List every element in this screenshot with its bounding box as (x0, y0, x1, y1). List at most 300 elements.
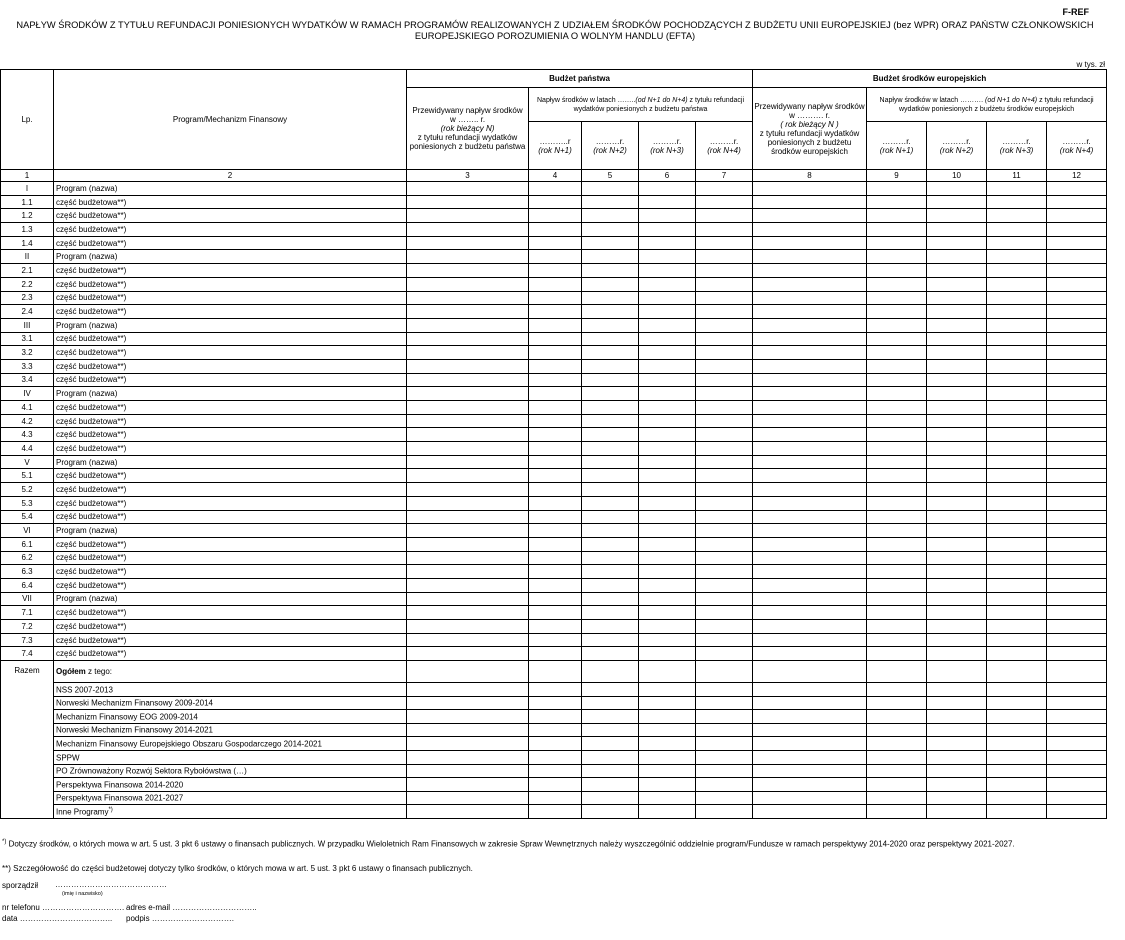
value-cell[interactable] (529, 805, 582, 819)
value-cell[interactable] (927, 633, 987, 647)
value-cell[interactable] (639, 359, 696, 373)
value-cell[interactable] (639, 236, 696, 250)
value-cell[interactable] (1047, 223, 1107, 237)
value-cell[interactable] (867, 620, 927, 634)
value-cell[interactable] (927, 565, 987, 579)
value-cell[interactable] (1047, 469, 1107, 483)
value-cell[interactable] (867, 359, 927, 373)
value-cell[interactable] (753, 737, 867, 751)
value-cell[interactable] (753, 209, 867, 223)
value-cell[interactable] (867, 606, 927, 620)
value-cell[interactable] (927, 496, 987, 510)
value-cell[interactable] (867, 442, 927, 456)
value-cell[interactable] (927, 359, 987, 373)
value-cell[interactable] (753, 332, 867, 346)
value-cell[interactable] (696, 778, 753, 792)
value-cell[interactable] (696, 565, 753, 579)
value-cell[interactable] (867, 182, 927, 196)
value-cell[interactable] (407, 778, 529, 792)
value-cell[interactable] (927, 723, 987, 737)
value-cell[interactable] (407, 683, 529, 697)
value-cell[interactable] (407, 428, 529, 442)
value-cell[interactable] (696, 578, 753, 592)
value-cell[interactable] (529, 305, 582, 319)
value-cell[interactable] (867, 387, 927, 401)
value-cell[interactable] (696, 496, 753, 510)
value-cell[interactable] (696, 647, 753, 661)
value-cell[interactable] (407, 791, 529, 805)
value-cell[interactable] (867, 250, 927, 264)
value-cell[interactable] (753, 414, 867, 428)
value-cell[interactable] (1047, 428, 1107, 442)
value-cell[interactable] (529, 223, 582, 237)
value-cell[interactable] (639, 401, 696, 415)
value-cell[interactable] (753, 606, 867, 620)
value-cell[interactable] (867, 291, 927, 305)
value-cell[interactable] (1047, 318, 1107, 332)
value-cell[interactable] (1047, 683, 1107, 697)
value-cell[interactable] (987, 805, 1047, 819)
value-cell[interactable] (639, 764, 696, 778)
value-cell[interactable] (529, 318, 582, 332)
value-cell[interactable] (639, 510, 696, 524)
value-cell[interactable] (529, 578, 582, 592)
value-cell[interactable] (582, 764, 639, 778)
value-cell[interactable] (407, 737, 529, 751)
value-cell[interactable] (927, 291, 987, 305)
value-cell[interactable] (582, 483, 639, 497)
value-cell[interactable] (639, 305, 696, 319)
value-cell[interactable] (927, 524, 987, 538)
value-cell[interactable] (529, 182, 582, 196)
value-cell[interactable] (696, 696, 753, 710)
value-cell[interactable] (407, 551, 529, 565)
value-cell[interactable] (696, 442, 753, 456)
value-cell[interactable] (696, 710, 753, 724)
value-cell[interactable] (407, 764, 529, 778)
value-cell[interactable] (867, 414, 927, 428)
value-cell[interactable] (927, 332, 987, 346)
value-cell[interactable] (582, 778, 639, 792)
value-cell[interactable] (639, 414, 696, 428)
value-cell[interactable] (529, 791, 582, 805)
value-cell[interactable] (927, 620, 987, 634)
value-cell[interactable] (696, 401, 753, 415)
value-cell[interactable] (696, 373, 753, 387)
value-cell[interactable] (927, 318, 987, 332)
value-cell[interactable] (696, 483, 753, 497)
value-cell[interactable] (1047, 195, 1107, 209)
value-cell[interactable] (582, 182, 639, 196)
value-cell[interactable] (987, 236, 1047, 250)
value-cell[interactable] (927, 236, 987, 250)
value-cell[interactable] (927, 469, 987, 483)
value-cell[interactable] (753, 633, 867, 647)
value-cell[interactable] (867, 710, 927, 724)
value-cell[interactable] (987, 264, 1047, 278)
value-cell[interactable] (867, 305, 927, 319)
value-cell[interactable] (927, 305, 987, 319)
value-cell[interactable] (582, 442, 639, 456)
value-cell[interactable] (696, 537, 753, 551)
value-cell[interactable] (696, 182, 753, 196)
value-cell[interactable] (696, 223, 753, 237)
value-cell[interactable] (927, 764, 987, 778)
value-cell[interactable] (927, 661, 987, 683)
value-cell[interactable] (987, 346, 1047, 360)
value-cell[interactable] (867, 537, 927, 551)
value-cell[interactable] (753, 592, 867, 606)
value-cell[interactable] (696, 633, 753, 647)
value-cell[interactable] (529, 346, 582, 360)
value-cell[interactable] (639, 524, 696, 538)
value-cell[interactable] (1047, 236, 1107, 250)
value-cell[interactable] (696, 791, 753, 805)
value-cell[interactable] (987, 537, 1047, 551)
value-cell[interactable] (753, 647, 867, 661)
value-cell[interactable] (582, 195, 639, 209)
value-cell[interactable] (639, 387, 696, 401)
value-cell[interactable] (407, 751, 529, 765)
value-cell[interactable] (1047, 606, 1107, 620)
value-cell[interactable] (407, 209, 529, 223)
value-cell[interactable] (639, 791, 696, 805)
value-cell[interactable] (867, 277, 927, 291)
value-cell[interactable] (753, 264, 867, 278)
value-cell[interactable] (696, 195, 753, 209)
value-cell[interactable] (529, 291, 582, 305)
value-cell[interactable] (927, 414, 987, 428)
value-cell[interactable] (696, 291, 753, 305)
value-cell[interactable] (529, 387, 582, 401)
value-cell[interactable] (927, 277, 987, 291)
value-cell[interactable] (582, 737, 639, 751)
value-cell[interactable] (639, 195, 696, 209)
value-cell[interactable] (639, 428, 696, 442)
value-cell[interactable] (696, 428, 753, 442)
value-cell[interactable] (639, 455, 696, 469)
value-cell[interactable] (529, 455, 582, 469)
value-cell[interactable] (867, 346, 927, 360)
value-cell[interactable] (582, 791, 639, 805)
value-cell[interactable] (407, 346, 529, 360)
value-cell[interactable] (639, 373, 696, 387)
value-cell[interactable] (927, 428, 987, 442)
value-cell[interactable] (867, 223, 927, 237)
value-cell[interactable] (529, 710, 582, 724)
value-cell[interactable] (529, 250, 582, 264)
value-cell[interactable] (987, 428, 1047, 442)
value-cell[interactable] (582, 277, 639, 291)
value-cell[interactable] (987, 250, 1047, 264)
value-cell[interactable] (753, 277, 867, 291)
value-cell[interactable] (582, 565, 639, 579)
value-cell[interactable] (867, 510, 927, 524)
value-cell[interactable] (582, 551, 639, 565)
value-cell[interactable] (753, 723, 867, 737)
value-cell[interactable] (639, 223, 696, 237)
value-cell[interactable] (639, 578, 696, 592)
value-cell[interactable] (927, 483, 987, 497)
value-cell[interactable] (407, 710, 529, 724)
value-cell[interactable] (1047, 778, 1107, 792)
value-cell[interactable] (927, 442, 987, 456)
value-cell[interactable] (927, 606, 987, 620)
value-cell[interactable] (1047, 551, 1107, 565)
value-cell[interactable] (407, 250, 529, 264)
value-cell[interactable] (407, 277, 529, 291)
value-cell[interactable] (529, 592, 582, 606)
value-cell[interactable] (753, 696, 867, 710)
value-cell[interactable] (582, 661, 639, 683)
value-cell[interactable] (582, 620, 639, 634)
value-cell[interactable] (987, 551, 1047, 565)
value-cell[interactable] (987, 373, 1047, 387)
value-cell[interactable] (696, 606, 753, 620)
value-cell[interactable] (867, 751, 927, 765)
value-cell[interactable] (867, 778, 927, 792)
value-cell[interactable] (1047, 592, 1107, 606)
value-cell[interactable] (753, 683, 867, 697)
value-cell[interactable] (753, 805, 867, 819)
value-cell[interactable] (529, 277, 582, 291)
value-cell[interactable] (639, 683, 696, 697)
value-cell[interactable] (753, 401, 867, 415)
value-cell[interactable] (529, 236, 582, 250)
value-cell[interactable] (753, 565, 867, 579)
value-cell[interactable] (987, 633, 1047, 647)
value-cell[interactable] (987, 182, 1047, 196)
value-cell[interactable] (927, 182, 987, 196)
value-cell[interactable] (407, 223, 529, 237)
value-cell[interactable] (639, 606, 696, 620)
value-cell[interactable] (987, 683, 1047, 697)
value-cell[interactable] (753, 387, 867, 401)
value-cell[interactable] (407, 469, 529, 483)
value-cell[interactable] (407, 332, 529, 346)
value-cell[interactable] (753, 250, 867, 264)
value-cell[interactable] (927, 537, 987, 551)
value-cell[interactable] (987, 606, 1047, 620)
value-cell[interactable] (407, 373, 529, 387)
value-cell[interactable] (753, 764, 867, 778)
value-cell[interactable] (927, 401, 987, 415)
value-cell[interactable] (867, 565, 927, 579)
value-cell[interactable] (753, 305, 867, 319)
value-cell[interactable] (987, 661, 1047, 683)
value-cell[interactable] (927, 791, 987, 805)
value-cell[interactable] (407, 537, 529, 551)
value-cell[interactable] (582, 510, 639, 524)
value-cell[interactable] (639, 647, 696, 661)
value-cell[interactable] (1047, 291, 1107, 305)
value-cell[interactable] (639, 661, 696, 683)
value-cell[interactable] (1047, 346, 1107, 360)
value-cell[interactable] (529, 469, 582, 483)
value-cell[interactable] (529, 359, 582, 373)
value-cell[interactable] (867, 647, 927, 661)
value-cell[interactable] (582, 236, 639, 250)
value-cell[interactable] (753, 346, 867, 360)
value-cell[interactable] (927, 751, 987, 765)
value-cell[interactable] (407, 359, 529, 373)
value-cell[interactable] (529, 332, 582, 346)
value-cell[interactable] (753, 195, 867, 209)
value-cell[interactable] (696, 387, 753, 401)
value-cell[interactable] (867, 496, 927, 510)
value-cell[interactable] (867, 455, 927, 469)
value-cell[interactable] (753, 524, 867, 538)
value-cell[interactable] (639, 182, 696, 196)
value-cell[interactable] (639, 250, 696, 264)
value-cell[interactable] (582, 496, 639, 510)
value-cell[interactable] (753, 428, 867, 442)
value-cell[interactable] (1047, 661, 1107, 683)
value-cell[interactable] (529, 428, 582, 442)
value-cell[interactable] (407, 414, 529, 428)
value-cell[interactable] (696, 236, 753, 250)
value-cell[interactable] (582, 318, 639, 332)
value-cell[interactable] (529, 264, 582, 278)
value-cell[interactable] (529, 510, 582, 524)
value-cell[interactable] (582, 387, 639, 401)
value-cell[interactable] (753, 510, 867, 524)
value-cell[interactable] (582, 305, 639, 319)
value-cell[interactable] (582, 606, 639, 620)
value-cell[interactable] (639, 710, 696, 724)
value-cell[interactable] (529, 737, 582, 751)
value-cell[interactable] (529, 524, 582, 538)
value-cell[interactable] (407, 606, 529, 620)
value-cell[interactable] (987, 442, 1047, 456)
value-cell[interactable] (407, 455, 529, 469)
value-cell[interactable] (987, 291, 1047, 305)
value-cell[interactable] (927, 647, 987, 661)
value-cell[interactable] (867, 195, 927, 209)
value-cell[interactable] (529, 620, 582, 634)
value-cell[interactable] (867, 469, 927, 483)
value-cell[interactable] (582, 805, 639, 819)
value-cell[interactable] (1047, 332, 1107, 346)
value-cell[interactable] (407, 647, 529, 661)
value-cell[interactable] (582, 332, 639, 346)
value-cell[interactable] (582, 428, 639, 442)
value-cell[interactable] (987, 359, 1047, 373)
value-cell[interactable] (867, 592, 927, 606)
value-cell[interactable] (1047, 764, 1107, 778)
value-cell[interactable] (529, 209, 582, 223)
value-cell[interactable] (696, 250, 753, 264)
value-cell[interactable] (639, 209, 696, 223)
value-cell[interactable] (987, 710, 1047, 724)
value-cell[interactable] (639, 442, 696, 456)
value-cell[interactable] (696, 332, 753, 346)
value-cell[interactable] (987, 496, 1047, 510)
value-cell[interactable] (582, 578, 639, 592)
value-cell[interactable] (529, 537, 582, 551)
value-cell[interactable] (867, 236, 927, 250)
value-cell[interactable] (696, 723, 753, 737)
value-cell[interactable] (639, 291, 696, 305)
value-cell[interactable] (753, 483, 867, 497)
value-cell[interactable] (696, 209, 753, 223)
value-cell[interactable] (529, 723, 582, 737)
value-cell[interactable] (407, 401, 529, 415)
value-cell[interactable] (987, 751, 1047, 765)
value-cell[interactable] (927, 195, 987, 209)
value-cell[interactable] (407, 696, 529, 710)
value-cell[interactable] (1047, 455, 1107, 469)
value-cell[interactable] (927, 551, 987, 565)
value-cell[interactable] (753, 469, 867, 483)
value-cell[interactable] (987, 696, 1047, 710)
value-cell[interactable] (867, 805, 927, 819)
value-cell[interactable] (582, 359, 639, 373)
value-cell[interactable] (753, 359, 867, 373)
value-cell[interactable] (696, 455, 753, 469)
value-cell[interactable] (582, 455, 639, 469)
value-cell[interactable] (639, 565, 696, 579)
value-cell[interactable] (987, 332, 1047, 346)
value-cell[interactable] (753, 496, 867, 510)
value-cell[interactable] (639, 469, 696, 483)
value-cell[interactable] (927, 455, 987, 469)
value-cell[interactable] (987, 592, 1047, 606)
value-cell[interactable] (639, 778, 696, 792)
value-cell[interactable] (696, 305, 753, 319)
value-cell[interactable] (927, 578, 987, 592)
value-cell[interactable] (529, 414, 582, 428)
value-cell[interactable] (867, 264, 927, 278)
value-cell[interactable] (753, 751, 867, 765)
value-cell[interactable] (927, 510, 987, 524)
value-cell[interactable] (529, 633, 582, 647)
value-cell[interactable] (753, 578, 867, 592)
value-cell[interactable] (927, 264, 987, 278)
value-cell[interactable] (1047, 791, 1107, 805)
value-cell[interactable] (639, 737, 696, 751)
value-cell[interactable] (867, 524, 927, 538)
value-cell[interactable] (753, 373, 867, 387)
value-cell[interactable] (987, 223, 1047, 237)
value-cell[interactable] (867, 209, 927, 223)
value-cell[interactable] (987, 469, 1047, 483)
value-cell[interactable] (696, 592, 753, 606)
value-cell[interactable] (639, 696, 696, 710)
value-cell[interactable] (639, 277, 696, 291)
value-cell[interactable] (639, 723, 696, 737)
value-cell[interactable] (529, 647, 582, 661)
value-cell[interactable] (1047, 483, 1107, 497)
value-cell[interactable] (987, 401, 1047, 415)
value-cell[interactable] (407, 510, 529, 524)
value-cell[interactable] (927, 223, 987, 237)
value-cell[interactable] (927, 346, 987, 360)
value-cell[interactable] (1047, 751, 1107, 765)
value-cell[interactable] (753, 620, 867, 634)
value-cell[interactable] (529, 483, 582, 497)
value-cell[interactable] (1047, 359, 1107, 373)
value-cell[interactable] (407, 723, 529, 737)
value-cell[interactable] (696, 661, 753, 683)
value-cell[interactable] (987, 209, 1047, 223)
value-cell[interactable] (867, 578, 927, 592)
value-cell[interactable] (696, 264, 753, 278)
value-cell[interactable] (407, 483, 529, 497)
value-cell[interactable] (696, 620, 753, 634)
value-cell[interactable] (696, 764, 753, 778)
value-cell[interactable] (1047, 723, 1107, 737)
